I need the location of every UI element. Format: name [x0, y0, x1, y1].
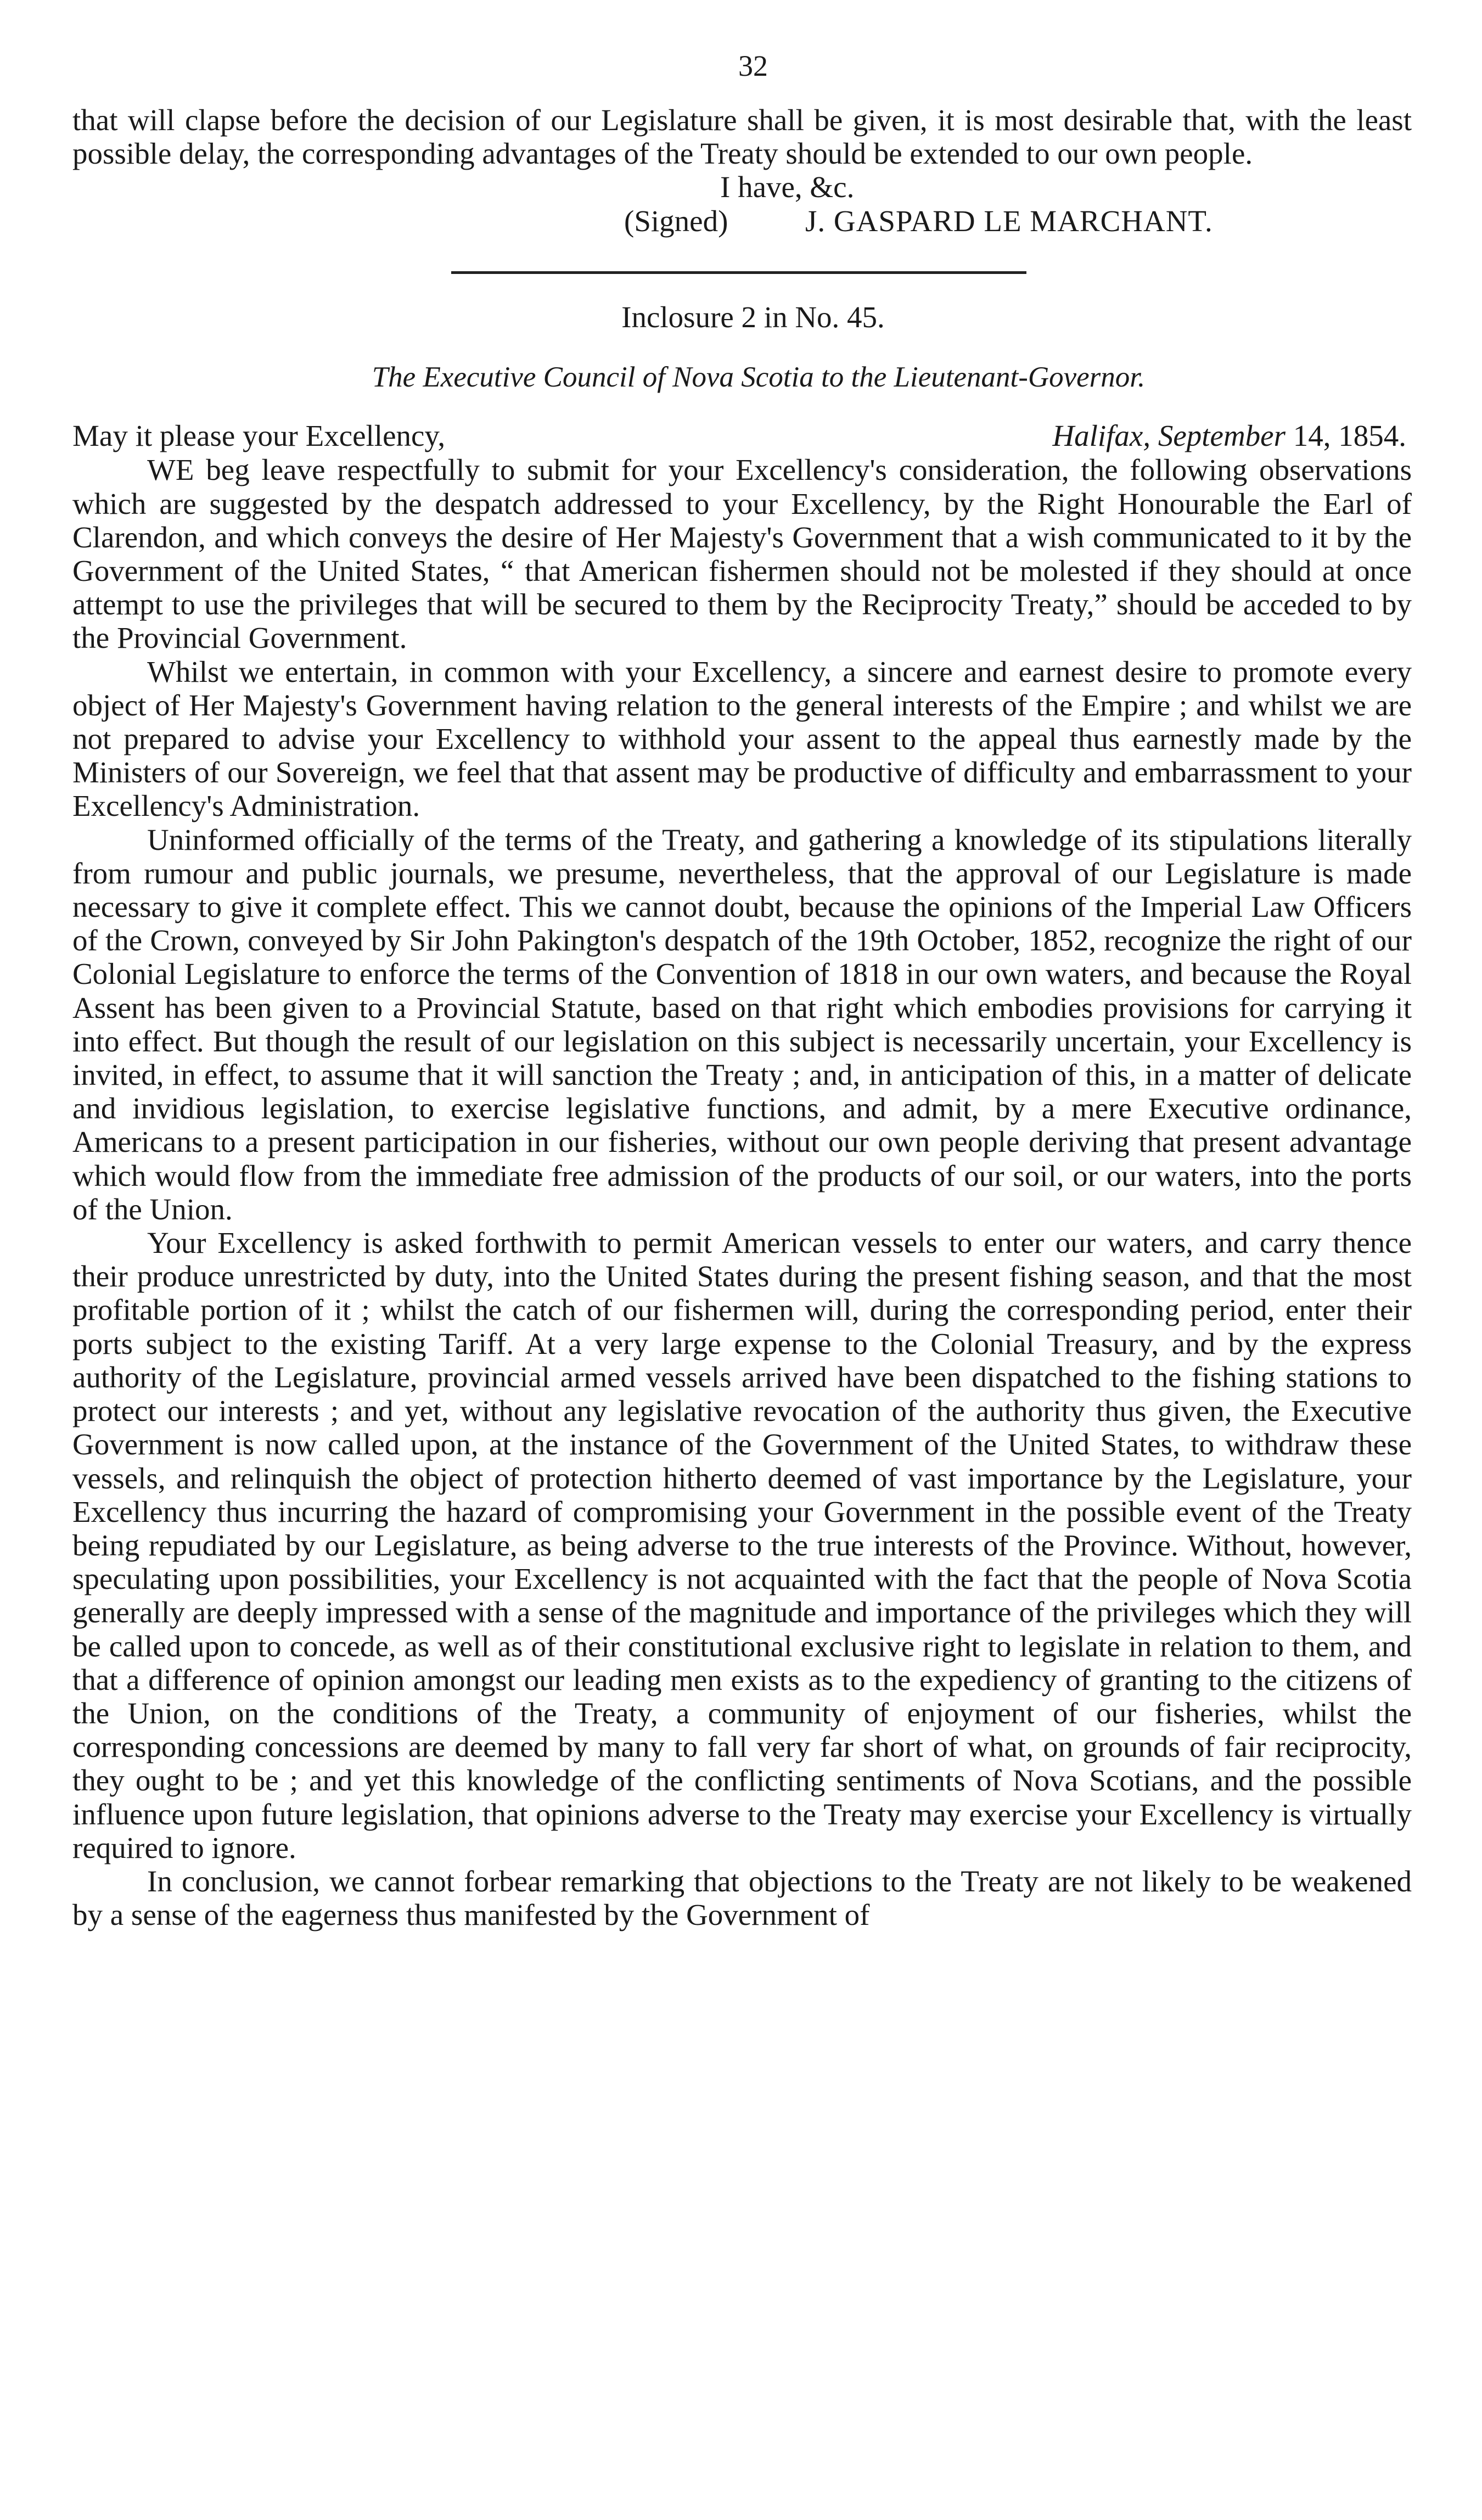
signature-line	[72, 204, 1412, 238]
place-date	[1052, 419, 1412, 453]
letter-closing	[72, 170, 1412, 238]
section-divider	[451, 271, 1026, 274]
closing-have: I have, &c.	[720, 170, 855, 204]
body-paragraph: In conclusion, we cannot forbear remarking that objections to the Treaty are not likely to be weakened by a sense of the eagerness thus manifested by the Government of	[72, 1864, 1412, 1932]
body-paragraph: Uninformed officially of the terms of the Treaty, and gathering a knowledge of its stipulations literally from rumour and public journals, we presume, nevertheless, that the approval of our Legislature is made necessary to give it complete effect. This we cannot doubt, because the opinions of the Imperial Law Officers of the Crown, conveyed by Sir John Pakington's despatch of the 19th October, 1852, recognize the right of our Colonial Legislature to enforce the terms of the Convention of 1818 in our own waters, and because the Royal Assent has been given to a Provincial Statute, based on that right which embodies provisions for carrying it into effect. But though the result of our legislation on this subject is necessarily uncertain, your Excellency is invited, in effect, to assume that it will sanction the Treaty ; and, in anticipation of this, in a matter of delicate and invidious legislation, to exercise legislative functions, and admit, by a mere Executive ordinance, Americans to a present participation in our fisheries, without our own people deriving that present advantage which would flow from the immediate free admission of the products of our soil, or our waters, into the ports of the Union.	[72, 822, 1412, 1226]
body-paragraph: Whilst we entertain, in common with your Excellency, a sincere and earnest desire to promote every object of Her Majesty's Government having relation to the general interests of the Empire ; and whilst we are not prepared to advise your Excellency to withhold your assent to the appeal thus earnestly made by the Ministers of our Sovereign, we feel that that assent may be productive of difficulty and embarrassment to your Excellency's Administration.	[72, 654, 1412, 823]
body-paragraph: Your Excellency is asked forthwith to permit American vessels to enter our waters, and carry thence their produce unrestricted by duty, into the United States during the present fishing season, and that the most profitable portion of it ; whilst the catch of our fishermen will, during the corresponding period, enter their ports subject to the existing Tariff. At a very large expense to the Colonial Treasury, and by the express authority of the Legislature, provincial armed vessels arrived have been dispatched to the fishing stations to protect our interests ; and yet, without any legislative revocation of the authority thus given, the Executive Government is now called upon, at the instance of the Government of the United States, to withdraw these vessels, and relinquish the object of protection hitherto deemed of vast importance by the Legislature, your Excellency thus incurring the hazard of compromising your Government in the possible event of the Treaty being repudiated by our Legislature, as being adverse to the true interests of the Province. Without, however, speculating upon possibilities, your Excellency is not acquainted with the fact that the people of Nova Scotia generally are deeply impressed with a sense of the magnitude and importance of the privileges which they will be called upon to concede, as well as of their constitutional exclusive right to legislate in relation to them, and that a difference of opinion amongst our leading men exists as to the expediency of granting to the citizens of the Union, on the conditions of the Treaty, a community of enjoyment of our fisheries, whilst the corresponding concessions are deemed by many to fall very far short of what, on grounds of fair reciprocity, they ought to be ; and yet this knowledge of the conflicting sentiments of Nova Scotians, and the possible influence upon future legislation, that opinions adverse to the Treaty may exercise your Excellency is virtually required to ignore.	[72, 1226, 1412, 1864]
salutation: May it please your Excellency,	[72, 419, 446, 453]
place: Halifax, September	[1052, 419, 1285, 453]
document-page	[72, 49, 1412, 1931]
page-number: 32	[738, 49, 768, 82]
signed-label: (Signed)	[624, 204, 728, 238]
salutation-row	[72, 419, 1412, 453]
signer-name: J. GASPARD LE MARCHANT.	[805, 204, 1213, 238]
inclosure-title: Inclosure 2 in No. 45.	[621, 300, 885, 334]
body-paragraph: WE beg leave respectfully to submit for your Excellency's consideration, the following observations which are suggested by the despatch addressed to your Excellency, by the Right Honourable the Earl of Clarendon, and which conveys the desire of Her Majesty's Government that a wish communicated to it by the Government of the United States, “ that American fishermen should not be molested if they should at once attempt to use the privileges that will be secured to them by the Reciprocity Treaty,” should be acceded to by the Provincial Government.	[72, 453, 1412, 655]
date: 14, 1854.	[1293, 419, 1406, 453]
continuation-paragraph: that will clapse before the decision of our Legislature shall be given, it is most desirable that, with the least possible delay, the corresponding advantages of the Treaty should be extended to our own people.	[72, 103, 1412, 171]
letter-subtitle: The Executive Council of Nova Scotia to the Lieutenant-Governor.	[372, 361, 1146, 394]
